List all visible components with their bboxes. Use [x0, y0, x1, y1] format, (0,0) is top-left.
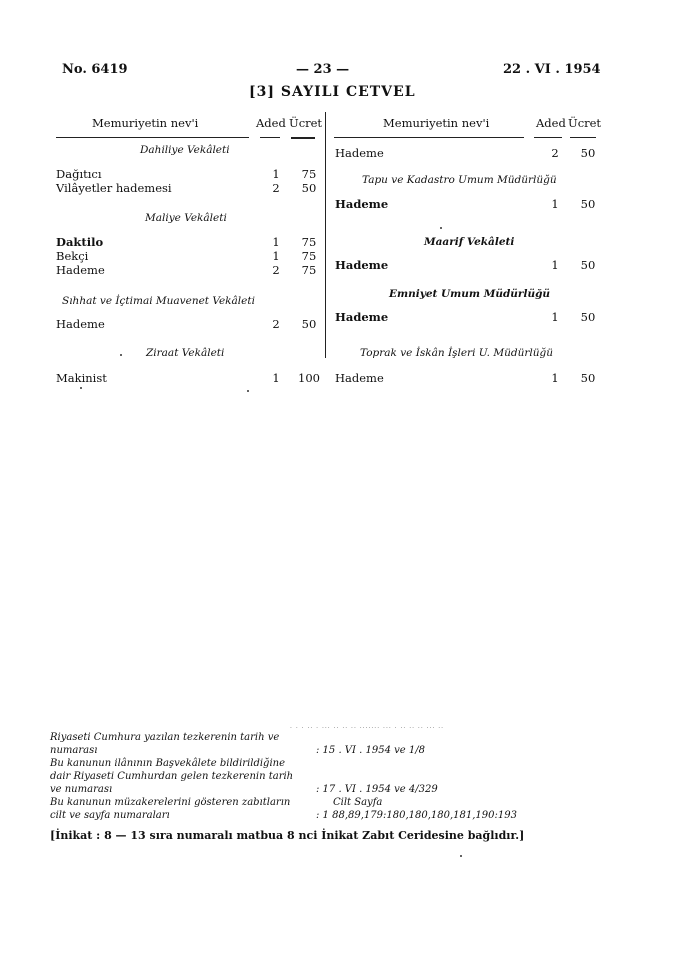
- section-title: Maliye Vekâleti: [145, 212, 227, 224]
- row-name: Bekçi: [56, 249, 89, 263]
- footnote-value: : 15 . VI . 1954 ve 1/8: [316, 745, 425, 756]
- row-wage: 50: [580, 258, 596, 272]
- row-count: 1: [551, 197, 559, 211]
- row-count: 1: [551, 310, 559, 324]
- print-noise: · · · ·· · ··· ·· ·· ·· ······· ··· · ·· ·· ·· ··· ··: [290, 725, 445, 732]
- left-col-wage-header: Ücret: [289, 116, 323, 130]
- row-name: Hademe: [335, 258, 389, 272]
- footnote-line: ve numarası: [50, 784, 113, 795]
- right-col-wage-header: Ücret: [568, 116, 602, 130]
- left-wage-rule: [291, 137, 315, 139]
- column-divider: [325, 112, 326, 358]
- row-wage: 50: [301, 181, 317, 195]
- row-count: 2: [272, 181, 280, 195]
- section-title: Emniyet Umum Müdürlüğü: [389, 288, 551, 300]
- row-count: 1: [272, 167, 280, 181]
- speck: [247, 390, 249, 392]
- row-count: 1: [272, 371, 280, 385]
- speck: [80, 387, 82, 389]
- row-wage: 50: [301, 317, 317, 331]
- right-col-count-header: Aded: [536, 116, 566, 130]
- row-wage: 50: [580, 371, 596, 385]
- row-name: Hademe: [335, 371, 384, 385]
- speck: [460, 855, 462, 857]
- row-count: 2: [551, 146, 559, 160]
- section-title: Toprak ve İskân İşleri U. Müdürlüğü: [360, 347, 553, 359]
- row-name: Hademe: [335, 310, 389, 324]
- row-name: Dağıtıcı: [56, 167, 102, 181]
- row-name: Daktilo: [56, 235, 104, 249]
- row-wage: 100: [298, 371, 320, 385]
- row-count: 1: [272, 235, 280, 249]
- footnote-value: Cilt Sayfa: [333, 797, 383, 808]
- row-count: 1: [551, 258, 559, 272]
- footnote-line: numarası: [50, 745, 98, 756]
- footnote-line: Riyaseti Cumhura yazılan tezkerenin tarih ve: [50, 732, 280, 743]
- speck: [120, 354, 122, 356]
- page-number: — 23 —: [296, 62, 350, 77]
- footnote-line: Bu kanunun ilânının Başvekâlete bildirildiğine: [50, 758, 286, 769]
- section-title: Tapu ve Kadastro Umum Müdürlüğü: [362, 174, 557, 186]
- left-col-type-header: Memuriyetin nev'i: [92, 116, 199, 130]
- row-wage: 50: [580, 146, 596, 160]
- section-title: Ziraat Vekâleti: [146, 347, 225, 359]
- row-wage: 75: [301, 235, 317, 249]
- row-wage: 75: [301, 263, 317, 277]
- left-count-rule: [260, 137, 280, 138]
- row-name: Hademe: [335, 197, 389, 211]
- footnote-value: : 17 . VI . 1954 ve 4/329: [316, 784, 438, 795]
- right-wage-rule: [570, 137, 596, 138]
- row-name: Hademe: [56, 263, 105, 277]
- footnote-line: Bu kanunun müzakerelerini gösteren zabıtların: [50, 797, 291, 808]
- table-title: [3] SAYILI CETVEL: [249, 84, 416, 100]
- row-count: 2: [272, 317, 280, 331]
- issue-date: 22 . VI . 1954: [503, 62, 601, 77]
- right-header-rule: [334, 137, 524, 138]
- footnote-line: cilt ve sayfa numaraları: [50, 810, 170, 821]
- row-count: 1: [551, 371, 559, 385]
- section-title: Sıhhat ve İçtimai Muavenet Vekâleti: [62, 295, 255, 307]
- speck: [440, 227, 442, 229]
- row-name: Vilâyetler hademesi: [56, 181, 172, 195]
- left-col-count-header: Aded: [256, 116, 286, 130]
- section-title: Dahiliye Vekâleti: [140, 144, 230, 156]
- closing-note: [İnikat : 8 — 13 sıra numaralı matbua 8 nci İnikat Zabıt Ceridesine bağlıdır.]: [50, 829, 525, 842]
- left-header-rule: [56, 137, 249, 138]
- footnote-value: : 1 88,89,179:180,180,180,181,190:193: [316, 810, 517, 821]
- issue-number: No. 6419: [62, 62, 128, 77]
- right-col-type-header: Memuriyetin nev'i: [383, 116, 490, 130]
- row-name: Hademe: [56, 317, 105, 331]
- row-count: 2: [272, 263, 280, 277]
- section-title: Maarif Vekâleti: [424, 236, 515, 248]
- row-wage: 75: [301, 167, 317, 181]
- row-wage: 50: [580, 197, 596, 211]
- right-count-rule: [534, 137, 562, 138]
- row-count: 1: [272, 249, 280, 263]
- row-wage: 75: [301, 249, 317, 263]
- row-name: Makinist: [56, 371, 107, 385]
- row-name: Hademe: [335, 146, 384, 160]
- row-wage: 50: [580, 310, 596, 324]
- footnote-line: dair Riyaseti Cumhurdan gelen tezkerenin tarih: [50, 771, 294, 782]
